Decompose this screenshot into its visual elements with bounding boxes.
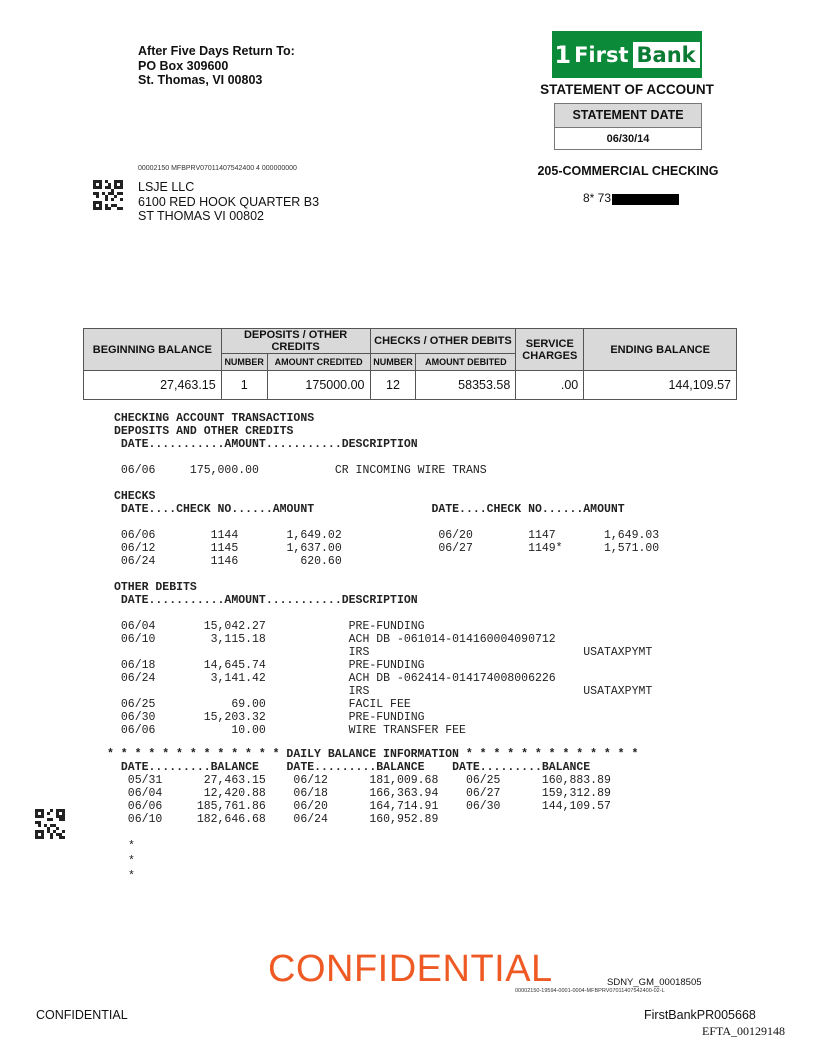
firstbank-bates-id: FirstBankPR005668 xyxy=(644,1008,756,1022)
star-marker: * xyxy=(128,840,135,853)
deposits-number-value: 1 xyxy=(221,371,267,400)
return-address-line1: After Five Days Return To: xyxy=(138,44,295,58)
other-debits-title: OTHER DEBITS xyxy=(114,581,197,594)
barcode-text: 00002150 MFBPRV07011407542400 4 000000000 xyxy=(138,165,297,172)
return-address-line3: St. Thomas, VI 00803 xyxy=(138,73,263,87)
daily-balance-row: 06/10 182,646.68 06/24 160,952.89 xyxy=(114,813,439,826)
statement-date-label: STATEMENT DATE xyxy=(555,104,701,128)
daily-balance-header: DATE.........BALANCE DATE.........BALANCE DATE.........BALANCE xyxy=(114,761,591,774)
amount-debited-value: 58353.58 xyxy=(416,371,516,400)
amount-credited-header: AMOUNT CREDITED xyxy=(267,354,370,371)
checks-header: CHECKS / OTHER DEBITS xyxy=(370,329,516,354)
statement-date-box xyxy=(554,103,702,150)
side-qr-code-icon xyxy=(35,809,65,839)
statement-date-value: 06/30/14 xyxy=(606,133,650,145)
debit-row: 06/18 14,645.74 PRE-FUNDING xyxy=(114,659,425,672)
confidential-stamp: CONFIDENTIAL xyxy=(268,948,553,990)
check-row: 06/06 1144 1,649.02 06/20 1147 1,649.03 xyxy=(114,529,660,542)
debit-row: 06/06 10.00 WIRE TRANSFER FEE xyxy=(114,724,466,737)
firstbank-logo xyxy=(552,31,702,78)
daily-balance-row: 06/04 12,420.88 06/18 166,363.94 06/27 159,312.89 xyxy=(114,787,611,800)
debit-row: 06/10 3,115.18 ACH DB -061014-014160004090712 xyxy=(114,633,556,646)
deposits-header: DATE...........AMOUNT...........DESCRIPTION xyxy=(114,438,418,451)
amount-debited-header: AMOUNT DEBITED xyxy=(416,354,516,371)
checks-header: DATE....CHECK NO......AMOUNT DATE....CHECK NO......AMOUNT xyxy=(114,503,625,516)
addressee-street: 6100 RED HOOK QUARTER B3 xyxy=(138,194,320,209)
amount-credited-value: 175000.00 xyxy=(267,371,370,400)
checks-number-value: 12 xyxy=(370,371,416,400)
footer-code: 00002150-19594-0001-0004-MFBPRV07011407542400-02-L xyxy=(515,988,665,994)
checks-number-header: NUMBER xyxy=(370,354,416,371)
debit-row: 06/25 69.00 FACIL FEE xyxy=(114,698,411,711)
efta-bates-id: EFTA_00129148 xyxy=(702,1024,786,1038)
debit-row: 06/24 3,141.42 ACH DB -062414-014174008006226 xyxy=(114,672,556,685)
service-charges-value: .00 xyxy=(516,371,584,400)
deposit-row: 06/06 175,000.00 CR INCOMING WIRE TRANS xyxy=(114,464,487,477)
debit-row: 06/30 15,203.32 PRE-FUNDING xyxy=(114,711,425,724)
account-number: 8* 73 xyxy=(583,191,612,205)
service-charges-header: SERVICE CHARGES xyxy=(516,329,584,371)
addressee-city: ST THOMAS VI 00802 xyxy=(138,209,264,223)
deposits-header: DEPOSITS / OTHER CREDITS xyxy=(221,329,370,354)
statement-title: STATEMENT OF ACCOUNT xyxy=(540,82,714,97)
daily-balance-title: * * * * * * * * * * * * * DAILY BALANCE INFORMATION * * * * * * * * * * * * * xyxy=(107,748,639,761)
star-marker: * xyxy=(128,855,135,868)
transactions-title: CHECKING ACCOUNT TRANSACTIONS xyxy=(114,412,315,425)
confidential-label: CONFIDENTIAL xyxy=(36,1008,128,1022)
deposits-number-header: NUMBER xyxy=(221,354,267,371)
deposits-title: DEPOSITS AND OTHER CREDITS xyxy=(114,425,294,438)
ending-balance-header: ENDING BALANCE xyxy=(584,329,737,371)
beginning-balance-header: BEGINNING BALANCE xyxy=(84,329,222,371)
redaction-bar xyxy=(612,194,679,205)
account-type: 205-COMMERCIAL CHECKING xyxy=(537,164,719,178)
check-row: 06/24 1146 620.60 xyxy=(114,555,342,568)
return-address-line2: PO Box 309600 xyxy=(138,58,229,73)
debit-row: 06/04 15,042.27 PRE-FUNDING xyxy=(114,620,425,633)
other-debits-header: DATE...........AMOUNT...........DESCRIPTION xyxy=(114,594,418,607)
ending-balance-value: 144,109.57 xyxy=(584,371,737,400)
daily-balance-row: 05/31 27,463.15 06/12 181,009.68 06/25 160,883.89 xyxy=(114,774,611,787)
beginning-balance-value: 27,463.15 xyxy=(84,371,222,400)
logo-one: 1 xyxy=(554,40,571,69)
debit-row: IRS USATAXPYMT xyxy=(114,646,653,659)
checks-title: CHECKS xyxy=(114,490,156,503)
sdny-bates-id: SDNY_GM_00018505 xyxy=(607,977,702,988)
return-address xyxy=(138,44,295,88)
addressee xyxy=(138,180,319,224)
addressee-name: LSJE LLC xyxy=(138,180,195,194)
qr-code-icon xyxy=(93,180,123,210)
check-row: 06/12 1145 1,637.00 06/27 1149* 1,571.00 xyxy=(114,542,660,555)
logo-first: First xyxy=(574,42,629,67)
daily-balance-row: 06/06 185,761.86 06/20 164,714.91 06/30 144,109.57 xyxy=(114,800,611,813)
account-summary-table xyxy=(83,328,737,400)
star-marker: * xyxy=(128,870,135,883)
debit-row: IRS USATAXPYMT xyxy=(114,685,653,698)
logo-bank: Bank xyxy=(633,42,700,68)
